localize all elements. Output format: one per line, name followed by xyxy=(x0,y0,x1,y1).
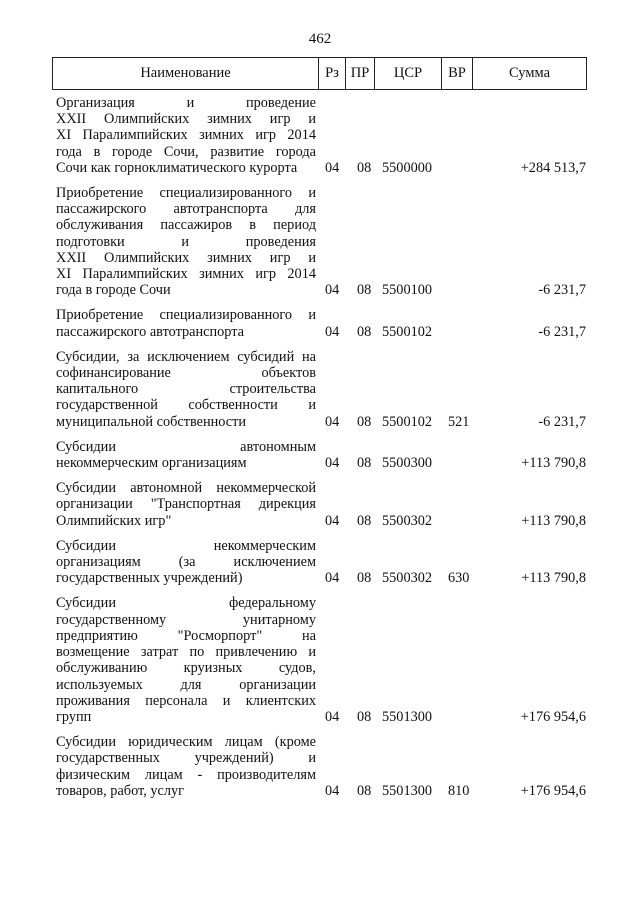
row-name-line: года в городе Сочи xyxy=(56,282,171,299)
table-row xyxy=(56,439,596,471)
row-name-line: Сочи как горноклиматического курорта xyxy=(56,159,298,176)
row-name-line: государственных учреждений) xyxy=(56,570,243,587)
row-name xyxy=(56,439,316,471)
row-name-line: Субсидии автономным xyxy=(56,438,316,455)
row-name-line: организациям (за исключением xyxy=(56,554,316,571)
row-name-line: предприятию "Росморпорт" на xyxy=(56,627,316,644)
row-sum: -6 231,7 xyxy=(538,413,586,430)
row-rz: 04 xyxy=(325,782,340,799)
row-name-line: XXII Олимпийских зимних игр и xyxy=(56,111,316,128)
row-pr: 08 xyxy=(357,782,372,799)
row-name-line: муниципальной собственности xyxy=(56,413,247,430)
row-pr: 08 xyxy=(357,413,372,430)
table-row xyxy=(56,349,596,430)
row-name-line: Приобретение специализированного и xyxy=(56,185,316,202)
row-csr: 5500000 xyxy=(382,159,433,176)
row-name-line: XI Паралимпийских зимних игр 2014 xyxy=(56,127,316,144)
row-name-line: государственных учреждений) и xyxy=(56,750,316,767)
row-name-line: обслуживания пассажиров в период xyxy=(56,217,316,234)
row-name xyxy=(56,307,316,339)
header-sum: Сумма xyxy=(473,58,587,90)
row-name xyxy=(56,734,316,799)
row-pr: 08 xyxy=(357,708,372,725)
row-name-line: Субсидии юридическим лицам (кроме xyxy=(56,734,316,751)
row-csr: 5501300 xyxy=(382,708,433,725)
row-rz: 04 xyxy=(325,282,340,299)
row-name-line: проживания персонала и клиентских xyxy=(56,692,316,709)
row-sum: -6 231,7 xyxy=(538,282,586,299)
row-name-line: XXII Олимпийских зимних игр и xyxy=(56,249,316,266)
page-number: 462 xyxy=(308,31,332,47)
row-name-line: Организация и проведение xyxy=(56,95,316,111)
row-name-line: государственной собственности и xyxy=(56,397,316,414)
row-name xyxy=(56,349,316,430)
header-rz: Рз xyxy=(319,58,346,90)
row-pr: 08 xyxy=(357,282,372,299)
row-sum: +284 513,7 xyxy=(520,159,586,176)
row-rz: 04 xyxy=(325,159,340,176)
table-row xyxy=(56,480,596,529)
row-csr: 5500302 xyxy=(382,512,433,529)
budget-rows xyxy=(56,95,596,808)
row-rz: 04 xyxy=(325,455,340,472)
row-rz: 04 xyxy=(325,708,340,725)
header-pr: ПР xyxy=(346,58,375,90)
row-rz: 04 xyxy=(325,512,340,529)
row-name-line: пассажирского автотранспорта для xyxy=(56,201,316,218)
row-name-line: подготовки и проведения xyxy=(56,233,316,250)
row-sum: -6 231,7 xyxy=(538,323,586,340)
row-sum: +176 954,6 xyxy=(520,708,586,725)
row-name xyxy=(56,480,316,529)
row-name xyxy=(56,595,316,725)
row-csr: 5500102 xyxy=(382,323,433,340)
row-sum: +113 790,8 xyxy=(521,455,586,472)
row-rz: 04 xyxy=(325,413,340,430)
row-csr: 5500300 xyxy=(382,455,433,472)
row-pr: 08 xyxy=(357,570,372,587)
table-row xyxy=(56,538,596,587)
table-row xyxy=(56,595,596,725)
row-name-line: некоммерческим организациям xyxy=(56,455,247,472)
row-sum: +113 790,8 xyxy=(521,570,586,587)
row-name-line: софинансирование объектов xyxy=(56,365,316,382)
table-row xyxy=(56,307,596,339)
row-pr: 08 xyxy=(357,512,372,529)
row-pr: 08 xyxy=(357,159,372,176)
row-name-line: Субсидии автономной некоммерческой xyxy=(56,480,316,497)
row-csr: 5500100 xyxy=(382,282,433,299)
row-csr: 5500102 xyxy=(382,413,433,430)
header-csr: ЦСР xyxy=(375,58,442,90)
row-name xyxy=(56,185,316,298)
row-sum: +176 954,6 xyxy=(520,782,586,799)
row-name-line: Субсидии некоммерческим xyxy=(56,537,316,554)
row-vr: 521 xyxy=(448,413,470,430)
table-row xyxy=(56,185,596,298)
row-name-line: организации "Транспортная дирекция xyxy=(56,496,316,513)
row-name-line: капитального строительства xyxy=(56,381,316,398)
row-vr: 810 xyxy=(448,782,470,799)
table-row xyxy=(56,734,596,799)
row-name-line: Приобретение специализированного и xyxy=(56,307,316,324)
row-pr: 08 xyxy=(357,323,372,340)
table-row xyxy=(56,95,596,176)
table-header xyxy=(52,57,587,90)
row-name-line: государственному унитарному xyxy=(56,611,316,628)
row-name xyxy=(56,538,316,587)
header-name: Наименование xyxy=(53,58,319,90)
row-name-line: XI Паралимпийских зимних игр 2014 xyxy=(56,266,316,283)
row-name-line: возмещение затрат по привлечению и xyxy=(56,644,316,661)
row-name-line: Субсидии, за исключением субсидий на xyxy=(56,348,316,365)
header-vr: ВР xyxy=(442,58,473,90)
row-name-line: Олимпийских игр" xyxy=(56,512,172,529)
row-csr: 5500302 xyxy=(382,570,433,587)
row-name-line: физическим лицам - производителям xyxy=(56,766,316,783)
row-sum: +113 790,8 xyxy=(521,512,586,529)
row-rz: 04 xyxy=(325,323,340,340)
row-rz: 04 xyxy=(325,570,340,587)
row-pr: 08 xyxy=(357,455,372,472)
row-name-line: товаров, работ, услуг xyxy=(56,782,185,799)
row-csr: 5501300 xyxy=(382,782,433,799)
row-name-line: пассажирского автотранспорта xyxy=(56,323,245,340)
row-name-line: Субсидии федеральному xyxy=(56,595,316,612)
row-name-line: групп xyxy=(56,708,92,725)
row-name-line: используемых для организации xyxy=(56,676,316,693)
row-vr: 630 xyxy=(448,570,470,587)
row-name xyxy=(56,95,316,176)
row-name-line: обслуживанию круизных судов, xyxy=(56,660,316,677)
row-name-line: года в городе Сочи, развитие города xyxy=(56,143,316,160)
